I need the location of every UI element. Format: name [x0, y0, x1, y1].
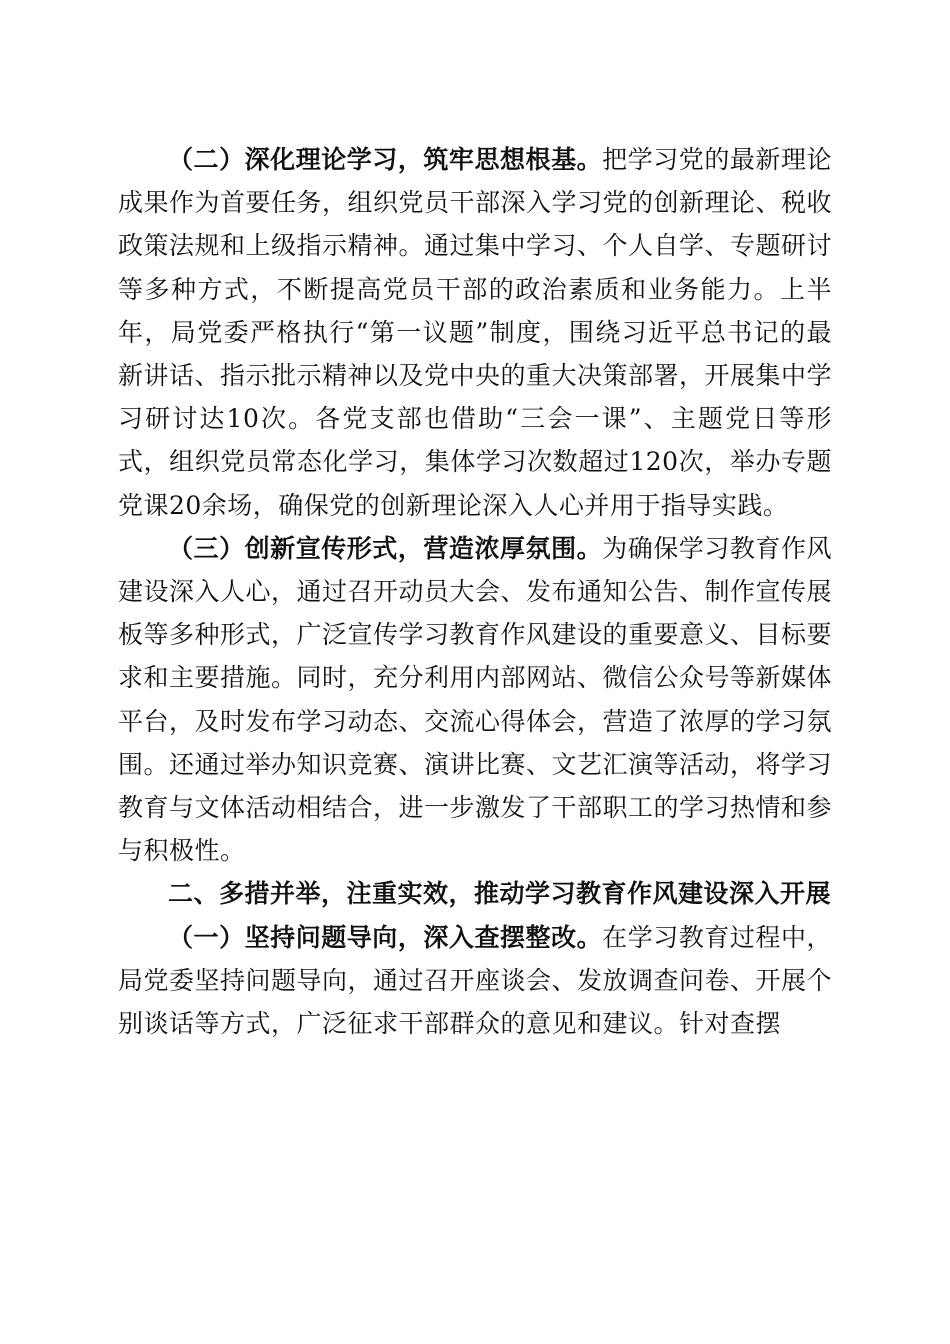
paragraph-deepen-theory-study — [118, 138, 832, 527]
paragraph-text: 在学习教育过程中，局党委坚持问题导向，通过召开座谈会、发放调查问卷、开展个别谈话等方式，广泛征求干部群众的意见和建议。针对查摆 — [118, 922, 833, 1039]
document-body — [118, 138, 832, 1045]
paragraph-text: 把学习党的最新理论成果作为首要任务，组织党员干部深入学习党的创新理论、税收政策法规和上级指示精神。通过集中学习、个人自学、专题研讨等多种方式，不断提高党员干部的政治素质和业务能力。上半年，局党委严格执行“第一议题”制度，围绕习近平总书记的最新讲话、指示批示精神以及党中央的重大决策部署，开展集中学习研讨达10次。各党支部也借助“三会一课”、主题党日等形式，组织党员常态化学习，集体学习次数超过120次，举办专题党课20余场，确保党的创新理论深入人心并用于指导实践。 — [118, 145, 833, 520]
section-heading: 二、多措并举，注重实效，推动学习教育作风建设深入开展 — [168, 879, 832, 909]
paragraph-lead-heading: （二）深化理论学习，筑牢思想根基。 — [168, 145, 603, 174]
paragraph-problem-oriented — [118, 916, 832, 1046]
paragraph-lead-heading: （一）坚持问题导向，深入查摆整改。 — [168, 922, 603, 952]
paragraph-text: 为确保学习教育作风建设深入人心，通过召开动员大会、发布通知公告、制作宣传展板等多种形式，广泛宣传学习教育作风建设的重要意义、目标要求和主要措施。同时，充分利用内部网站、微信公众号等新媒体平台，及时发布学习动态、交流心得体会，营造了浓厚的学习氛围。还通过举办知识竞赛、演讲比赛、文艺汇演等活动，将学习教育与文体活动相结合，进一步激发了干部职工的学习热情和参与积极性。 — [118, 533, 833, 866]
paragraph-lead-heading: （三）创新宣传形式，营造浓厚氛围。 — [168, 533, 603, 563]
paragraph-innovate-publicity — [118, 527, 832, 873]
